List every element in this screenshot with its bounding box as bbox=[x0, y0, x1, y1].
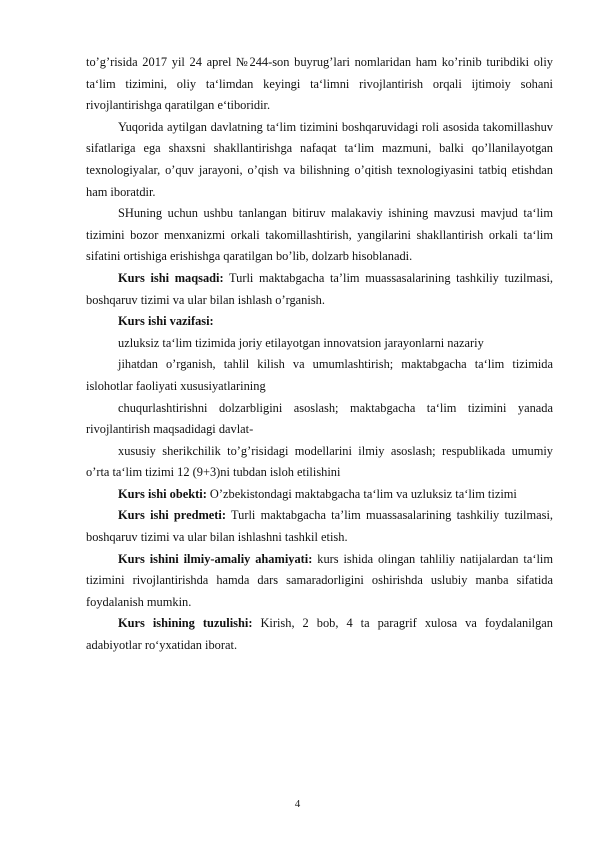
paragraph-text: SHuning uchun ushbu tanlangan bitiruv malakaviy ishining mavzusi mavjud ta‘lim tizimini bozor menxanizmi orkali takomillashtirish, yangilarini shakllantirish orkali ta‘lim sifatini ortishiga erishishga qaratilgan bo’lib, dolzarb hisoblanadi. bbox=[86, 206, 553, 264]
paragraph-text: Yuqorida aytilgan davlatning ta‘lim tizimini boshqaruvidagi roli asosida takomillashuv sifatlariga ega shaxsni shakllantirishga nafaqat ta‘lim mazmuni, balki qo’llanilayotgan texnologiyalar, o’quv jarayoni, o’qish va bilishning o’qitish texnologiyasini tatbiq etishdan ham iboratdir. bbox=[86, 119, 553, 199]
paragraph-text: O’zbekistondagi maktabgacha ta‘lim va uzluksiz ta‘lim tizimi bbox=[206, 486, 517, 501]
paragraph-state-role bbox=[86, 117, 553, 203]
paragraph-goal bbox=[86, 268, 553, 311]
paragraph-text: uzluksiz ta‘lim tizimida joriy etilayotgan innovatsion jarayonlarni nazariy bbox=[118, 335, 484, 350]
paragraph-task-2 bbox=[86, 354, 553, 397]
paragraph-text: Turli maktabgacha ta’lim muassasalarining tashkiliy tuzilmasi, boshqaruv tizimi va ular bilan ishlash o’rganish. bbox=[86, 270, 553, 307]
paragraph-text: Turli maktabgacha ta’lim muassasalarining tashkiliy tuzilmasi, boshqaruv tizimi va ular bilan ishlashni tashkil etish. bbox=[86, 508, 553, 545]
document-body bbox=[86, 52, 553, 657]
paragraph-task-4 bbox=[86, 441, 553, 484]
tasks-label: Kurs ishi vazifasi: bbox=[118, 314, 214, 329]
structure-label: Kurs ishining tuzulishi: bbox=[118, 616, 253, 631]
paragraph-text: Kirish, 2 bob, 4 ta paragrif xulosa va foydalanilgan adabiyotlar ro‘yxatidan iborat. bbox=[86, 616, 553, 653]
paragraph-text: kurs ishida olingan tahliliy natijalardan ta‘lim tizimini rivojlantirishda hamda dars samaradorligini oshirishda uslubiy manba sifatida foydalanish mumkin. bbox=[86, 551, 553, 609]
paragraph-text: jihatdan o’rganish, tahlil kilish va umumlashtirish; maktabgacha ta‘lim tizimida islohotlar faoliyati xususiyatlarining bbox=[86, 357, 553, 393]
paragraph-topic-relevance bbox=[86, 203, 553, 268]
paragraph-text: chuqurlashtirishni dolzarbligini asoslash; maktabgacha ta‘lim tizimini yanada rivojlantirish maqsadidagi davlat- bbox=[86, 400, 553, 437]
paragraph-text: to’g’risida 2017 yil 24 aprel №244-son buyrug’lari nomlaridan ham ko’rinib turibdiki oliy ta‘lim tizimini, oliy ta‘limdan keyingi ta‘limni rivojlantirish orqali ijtimoiy sohani rivojlantirishga qaratilgan e‘tiboridir. bbox=[86, 55, 553, 113]
significance-label: Kurs ishini ilmiy-amaliy ahamiyati: bbox=[118, 551, 313, 566]
paragraph-subject bbox=[86, 505, 553, 548]
page-number: 4 bbox=[294, 798, 301, 810]
paragraph-text: xususiy sherikchilik to’g’risidagi modellarini ilmiy asoslash; respublikada umumiy o’rta ta‘lim tizimi 12 (9+3)ni tubdan isloh etilishini bbox=[86, 443, 553, 480]
goal-label: Kurs ishi maqsadi: bbox=[118, 270, 224, 285]
object-label: Kurs ishi obekti: bbox=[118, 486, 207, 501]
paragraph-object bbox=[86, 484, 553, 506]
subject-label: Kurs ishi predmeti: bbox=[118, 508, 226, 523]
paragraph-tasks-heading bbox=[86, 311, 553, 333]
paragraph-structure bbox=[86, 613, 553, 656]
paragraph-task-3 bbox=[86, 398, 553, 441]
paragraph-intro-continuation bbox=[86, 52, 553, 117]
paragraph-significance bbox=[86, 549, 553, 614]
paragraph-task-1 bbox=[86, 333, 553, 355]
